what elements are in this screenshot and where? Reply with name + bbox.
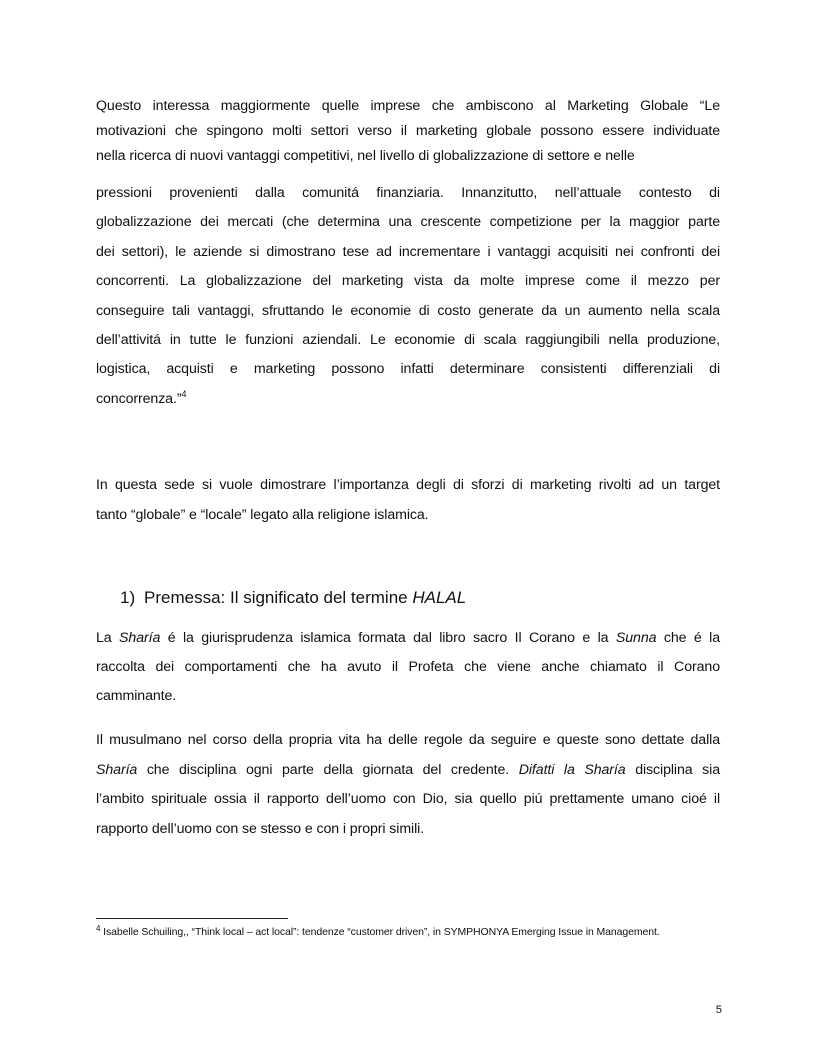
text-run: é la giurisprudenza islamica formata dal libro sacro Il Corano e la bbox=[160, 630, 616, 646]
text-line: In questa sede si vuole dimostrare l’importanza degli di sforzi di marketing rivolti ad un target bbox=[96, 477, 720, 493]
paragraph-quote-continuation bbox=[96, 179, 720, 414]
section-number: 1) bbox=[120, 588, 136, 607]
text-run: che é la bbox=[656, 630, 720, 646]
text-line: raccolta dei comportamenti che ha avuto il Profeta che viene anche chiamato il Corano bbox=[96, 659, 720, 675]
paragraph-marketing-globale bbox=[96, 94, 720, 169]
text-line: Il musulmano nel corso della propria vita ha delle regole da seguire e queste sono dettate dalla bbox=[96, 732, 720, 748]
text-line: dei settori), le aziende si dimostrano tese ad incrementare i vantaggi acquisiti nei confronti dei bbox=[96, 243, 720, 260]
text-line bbox=[96, 756, 720, 786]
text-line bbox=[96, 624, 720, 653]
text-line: logistica, acquisti e marketing possono infatti determinare consistenti differenziali di bbox=[96, 361, 720, 378]
footnote-number: 4 bbox=[96, 924, 101, 933]
text-line-content: concorrenza.” bbox=[96, 390, 182, 407]
paragraph-target-islamico bbox=[96, 470, 720, 530]
footnote-text: Isabelle Schuiling,, “Think local – act local”: tendenze “customer driven”, in SYMPHONYA Emerging Issue in Management. bbox=[100, 926, 660, 938]
footnote-separator bbox=[96, 918, 288, 919]
text-line: l’ambito spirituale ossia il rapporto dell’uomo con Dio, sia quello piú prettamente umano cioé il bbox=[96, 791, 720, 807]
text-run: disciplina sia bbox=[625, 761, 720, 778]
italic-term: Sunna bbox=[615, 630, 657, 646]
text-line: rapporto dell’uomo con se stesso e con i propri simili. bbox=[96, 820, 425, 837]
page-number: 5 bbox=[715, 1004, 722, 1016]
text-line: conseguire tali vantaggi, sfruttando le economie di costo generate da un aumento nella scala bbox=[96, 302, 720, 319]
text-line: nella ricerca di nuovi vantaggi competitivi, nel livello di globalizzazione di settore e nelle bbox=[96, 148, 635, 164]
text-run: che disciplina ogni parte della giornata del credente. bbox=[137, 761, 519, 778]
footnote bbox=[96, 926, 660, 938]
paragraph-regole-musulmano bbox=[96, 726, 720, 844]
text-line: tanto “globale” e “locale” legato alla religione islamica. bbox=[96, 507, 429, 523]
text-line: pressioni provenienti dalla comunitá finanziaria. Innanzitutto, nell’attuale contesto di bbox=[96, 185, 720, 201]
section-heading bbox=[120, 588, 466, 608]
text-line: motivazioni che spingono molti settori verso il marketing globale possono essere individuate bbox=[96, 123, 720, 139]
footnote-reference[interactable]: 4 bbox=[181, 388, 187, 399]
italic-term: Difatti la Sharía bbox=[518, 761, 626, 778]
text-line: dell’attivitá in tutte le funzioni aziendali. Le economie di scala raggiungibili nella produzione, bbox=[96, 332, 720, 349]
section-title-italic: HALAL bbox=[412, 588, 467, 607]
paragraph-sharia-definition bbox=[96, 624, 720, 711]
text-line: Questo interessa maggiormente quelle imprese che ambiscono al Marketing Globale “Le bbox=[96, 98, 720, 114]
text-line: globalizzazione dei mercati (che determina una crescente competizione per la maggior parte bbox=[96, 214, 720, 231]
text-run: La bbox=[96, 630, 120, 646]
italic-term: Sharía bbox=[119, 630, 161, 646]
text-line: camminante. bbox=[96, 688, 177, 704]
text-line: concorrenti. La globalizzazione del marketing vista da molte imprese come il mezzo per bbox=[96, 273, 720, 290]
italic-term: Sharía bbox=[96, 761, 138, 778]
section-title: Premessa: Il significato del termine bbox=[144, 588, 413, 607]
text-line-last bbox=[96, 385, 720, 414]
